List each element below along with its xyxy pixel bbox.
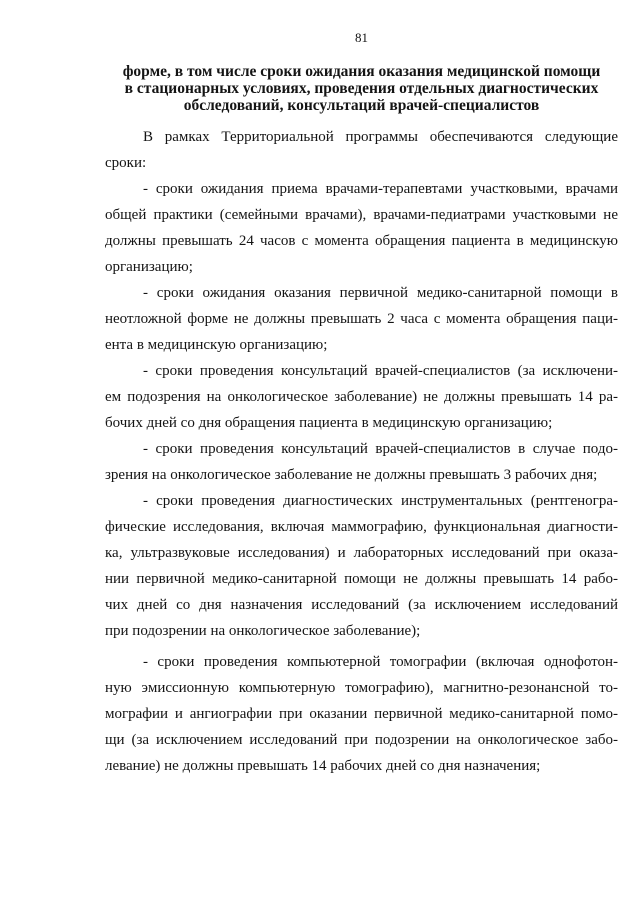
section-heading [105, 63, 618, 114]
text-line: нии первичной медико-санитарной помощи не должны превышать 14 рабо- [105, 571, 618, 587]
text-line: должны превышать 24 часов с момента обращения пациента в медицинскую [105, 233, 618, 249]
text-line: - сроки ожидания оказания первичной медико-санитарной помощи в [143, 285, 618, 301]
text-line: - сроки ожидания приема врачами-терапевтами участковыми, врачами [143, 181, 618, 197]
paragraph-item [105, 176, 618, 280]
text-line: ем подозрения на онкологическое заболевание) не должны превышать 14 ра- [105, 389, 618, 405]
paragraph-item [105, 649, 618, 779]
paragraph-item [105, 280, 618, 358]
text-line: щи (за исключением исследований при подозрении на онкологическое забо- [105, 732, 618, 748]
paragraph-item [105, 488, 618, 644]
text-line: - сроки проведения консультаций врачей-специалистов (за исключени- [143, 363, 618, 379]
heading-line: в стационарных условиях, проведения отдельных диагностических [124, 80, 599, 97]
text-line: зрения на онкологическое заболевание не должны превышать 3 рабочих дня; [105, 467, 598, 483]
text-line: ную эмиссионную компьютерную томографию), магнитно-резонансной то- [105, 680, 618, 696]
text-line: бочих дней со дня обращения пациента в медицинскую организацию; [105, 415, 553, 431]
text-line: - сроки проведения диагностических инструментальных (рентгеногра- [143, 493, 618, 509]
text-line: общей практики (семейными врачами), врачами-педиатрами участковыми не [105, 207, 618, 223]
text-line: - сроки проведения компьютерной томографии (включая однофотон- [143, 654, 618, 670]
paragraph-item [105, 436, 618, 488]
text-line: организацию; [105, 259, 193, 275]
body-text [105, 124, 618, 779]
text-line: В рамках Территориальной программы обеспечиваются следующие [143, 129, 618, 145]
text-line: левание) не должны превышать 14 рабочих дней со дня назначения; [105, 758, 541, 774]
text-line: при подозрении на онкологическое заболевание); [105, 623, 421, 639]
page-number: 81 [355, 30, 368, 45]
paragraph-intro [105, 124, 618, 176]
text-line: ента в медицинскую организацию; [105, 337, 328, 353]
text-line: неотложной форме не должны превышать 2 часа с момента обращения паци- [105, 311, 618, 327]
paragraph-item [105, 358, 618, 436]
text-line: ка, ультразвуковые исследования) и лабораторных исследований при оказа- [105, 545, 618, 561]
text-line: мографии и ангиографии при оказании первичной медико-санитарной помо- [105, 706, 618, 722]
text-line: - сроки проведения консультаций врачей-специалистов в случае подо- [143, 441, 618, 457]
text-line: сроки: [105, 155, 147, 171]
text-line: чих дней со дня назначения исследований (за исключением исследований [105, 597, 618, 613]
heading-line: форме, в том числе сроки ожидания оказания медицинской помощи [122, 63, 601, 80]
heading-line: обследований, консультаций врачей-специалистов [183, 97, 540, 114]
text-line: фические исследования, включая маммографию, функциональная диагности- [105, 519, 618, 535]
